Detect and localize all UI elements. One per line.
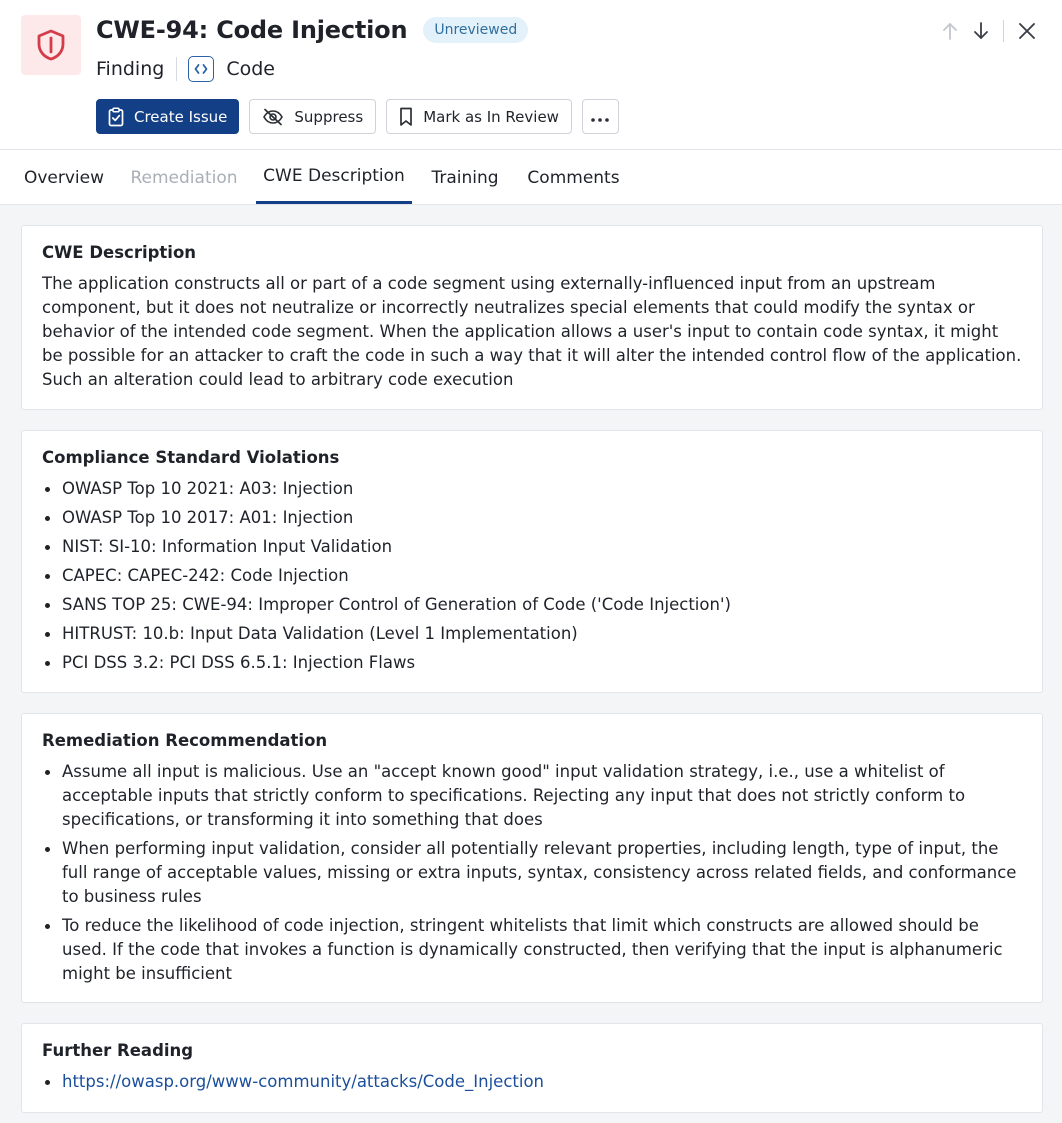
section-heading: CWE Description: [42, 243, 197, 262]
tab-overview[interactable]: Overview: [23, 167, 105, 188]
divider: [176, 57, 177, 81]
list-item: To reduce the likelihood of code injection, stringent whitelists that limit which constructs are allowed should be used. If the code that invokes a function is dynamically constructed, then verifying that the input is alphanumeric might be insufficient: [42, 914, 1022, 986]
more-horizontal-icon: [591, 108, 609, 126]
action-toolbar: [96, 99, 629, 134]
section-heading: Further Reading: [42, 1041, 194, 1060]
list-item: OWASP Top 10 2017: A01: Injection: [42, 506, 1022, 530]
create-issue-button[interactable]: [96, 99, 239, 134]
suppress-label: Suppress: [294, 107, 364, 126]
cwe-description-card: [21, 225, 1043, 410]
code-icon: [188, 56, 214, 82]
shield-alert-icon: [36, 29, 66, 61]
bookmark-icon: [399, 107, 413, 127]
section-heading: Remediation Recommendation: [42, 731, 328, 750]
status-badge: Unreviewed: [423, 17, 528, 43]
list-item: When performing input validation, consider all potentially relevant properties, including length, type of input, the full range of acceptable values, missing or extra inputs, syntax, consistency across related fields, and conformance to business rules: [42, 837, 1022, 909]
reference-link[interactable]: https://owasp.org/www-community/attacks/Code_Injection: [62, 1072, 544, 1091]
finding-header: [0, 0, 1062, 150]
list-item: HITRUST: 10.b: Input Data Validation (Level 1 Implementation): [42, 622, 1022, 646]
tab-training[interactable]: Training: [431, 167, 499, 188]
cwe-description-text: The application constructs all or part of a code segment using externally-influenced input from an upstream component, but it does not neutralize or incorrectly neutralizes special elements that could modify the syntax or behavior of the intended code segment. When the application allows a user's input to contain code syntax, it might be possible for an attacker to craft the code in such a way that it will alter the intended control flow of the application. Such an alteration could lead to arbitrary code execution: [42, 274, 1022, 389]
page-title: CWE-94: Code Injection: [96, 16, 408, 44]
compliance-card: [21, 430, 1043, 693]
tab-bar: [0, 150, 1062, 205]
list-item: SANS TOP 25: CWE-94: Improper Control of Generation of Code ('Code Injection'): [42, 593, 1022, 617]
remediation-card: [21, 713, 1043, 1003]
close-icon[interactable]: [1014, 18, 1040, 44]
more-actions-button[interactable]: [582, 99, 619, 134]
clipboard-check-icon: [108, 107, 124, 127]
mark-in-review-button[interactable]: [386, 99, 572, 134]
list-item: [42, 1070, 1022, 1094]
tab-remediation: Remediation: [130, 167, 238, 188]
eye-off-icon: [262, 108, 284, 126]
finding-type-row: [96, 56, 275, 82]
further-reading-card: [21, 1023, 1043, 1113]
create-issue-label: Create Issue: [134, 107, 228, 126]
finding-category-label: Code: [226, 58, 275, 80]
severity-indicator: [21, 15, 81, 75]
tab-comments[interactable]: Comments: [527, 167, 620, 188]
list-item: CAPEC: CAPEC-242: Code Injection: [42, 564, 1022, 588]
further-reading-list: [42, 1070, 1022, 1094]
list-item: PCI DSS 3.2: PCI DSS 6.5.1: Injection Flaws: [42, 651, 1022, 675]
list-item: NIST: SI-10: Information Input Validation: [42, 535, 1022, 559]
section-heading: Compliance Standard Violations: [42, 448, 340, 467]
tab-cwe-description[interactable]: CWE Description: [256, 150, 412, 204]
divider: [1003, 20, 1004, 42]
list-item: Assume all input is malicious. Use an "accept known good" input validation strategy, i.e., use a whitelist of acceptable inputs that strictly conform to specifications. Rejecting any input that does not strictly conform to specifications, or transforming it into something that does: [42, 760, 1022, 832]
compliance-list: [42, 477, 1022, 675]
suppress-button[interactable]: [249, 99, 376, 134]
mark-in-review-label: Mark as In Review: [423, 107, 559, 126]
remediation-list: [42, 760, 1022, 986]
list-item: OWASP Top 10 2021: A03: Injection: [42, 477, 1022, 501]
finding-type-label: Finding: [96, 58, 165, 80]
title-row: [96, 16, 528, 44]
arrow-up-icon[interactable]: [937, 18, 963, 44]
finding-navigation: [937, 18, 1040, 44]
arrow-down-icon[interactable]: [968, 18, 994, 44]
